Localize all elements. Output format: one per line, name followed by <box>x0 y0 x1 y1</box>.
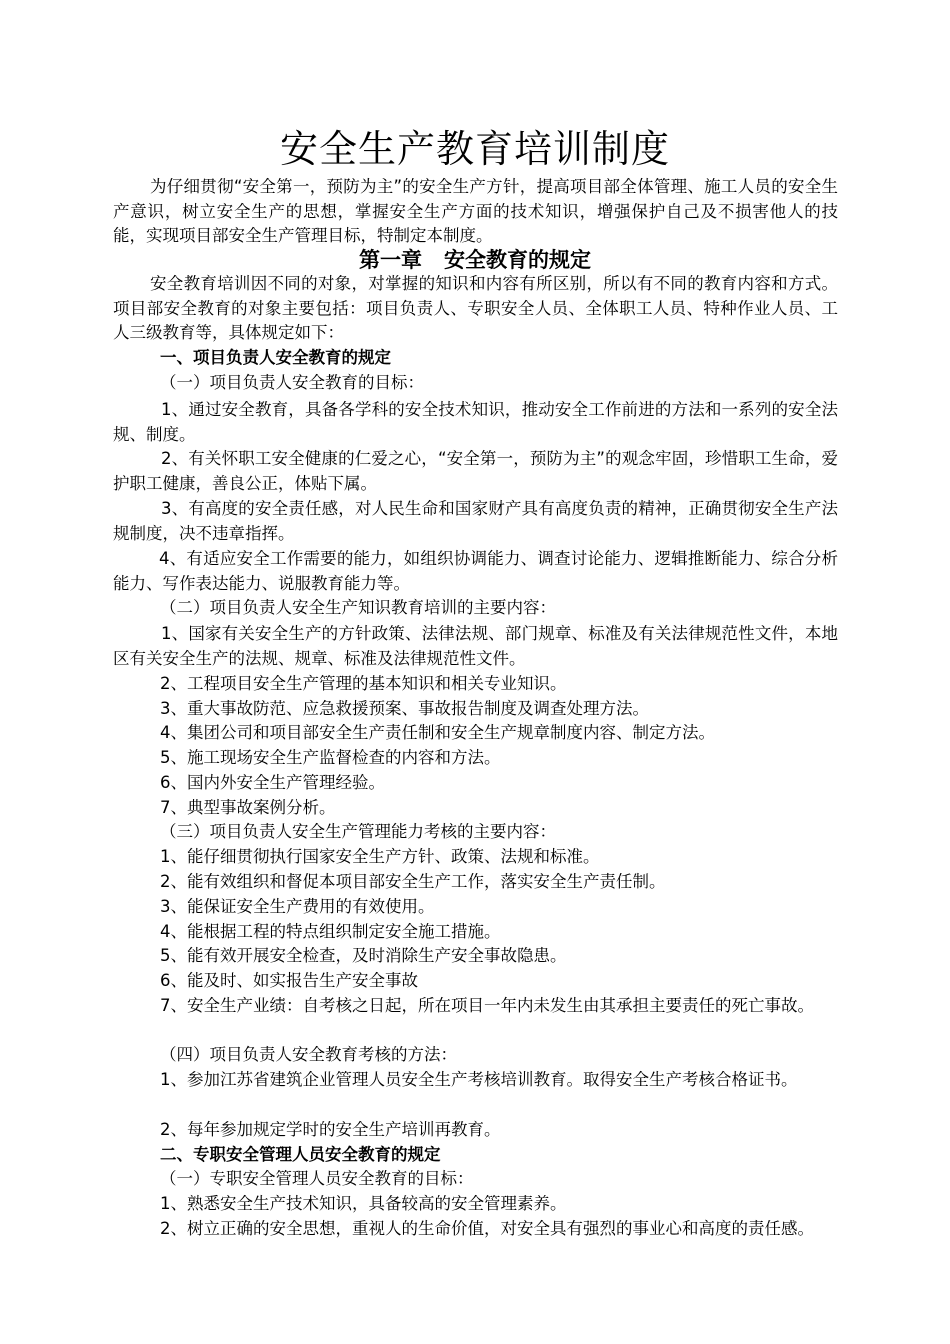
list-item: 3、有高度的安全责任感，对人民生命和国家财产具有高度负责的精神，正确贯彻安全生产法规制度，决不违章指挥。 <box>113 499 838 543</box>
subsection-heading: （二）项目负责人安全生产知识教育培训的主要内容： <box>160 598 556 617</box>
section-heading: 一、项目负责人安全教育的规定 <box>160 348 391 367</box>
list-item: 1、国家有关安全生产的方针政策、法律法规、部门规章、标准及有关法律规范性文件，本地区有关安全生产的法规、规章、标准及法律规范性文件。 <box>113 624 838 668</box>
list-item: 2、能有效组织和督促本项目部安全生产工作，落实安全生产责任制。 <box>160 872 666 891</box>
list-item: 4、能根据工程的特点组织制定安全施工措施。 <box>160 922 501 941</box>
list-item: 4、集团公司和项目部安全生产责任制和安全生产规章制度内容、制定方法。 <box>160 723 715 742</box>
list-item: 2、有关怀职工安全健康的仁爱之心，“安全第一，预防为主”的观念牢固，珍惜职工生命，爱护职工健康，善良公正，体贴下属。 <box>113 449 838 493</box>
list-item: 5、能有效开展安全检查，及时消除生产安全事故隐患。 <box>160 946 567 965</box>
list-item: 6、能及时、如实报告生产安全事故 <box>160 971 418 990</box>
list-item: 1、能仔细贯彻执行国家安全生产方针、政策、法规和标准。 <box>160 847 600 866</box>
list-item: 5、施工现场安全生产监督检查的内容和方法。 <box>160 748 501 767</box>
list-item: 7、安全生产业绩：自考核之日起，所在项目一年内未发生由其承担主要责任的死亡事故。 <box>160 996 814 1015</box>
list-item: 1、熟悉安全生产技术知识，具备较高的安全管理素养。 <box>160 1194 567 1213</box>
intro-paragraph: 为仔细贯彻“安全第一，预防为主”的安全生产方针，提高项目部全体管理、施工人员的安全生产意识，树立安全生产的思想，掌握安全生产方面的技术知识，增强保护自己及不损害他人的技能，实现项目部安全生产管理目标，特制定本制度。 <box>113 177 838 245</box>
chapter-number: 第一章 <box>359 247 422 272</box>
list-item: 3、重大事故防范、应急救援预案、事故报告制度及调查处理方法。 <box>160 699 649 718</box>
list-item: 1、参加江苏省建筑企业管理人员安全生产考核培训教育。取得安全生产考核合格证书。 <box>160 1070 798 1089</box>
list-item: 3、能保证安全生产费用的有效使用。 <box>160 897 435 916</box>
subsection-heading: （三）项目负责人安全生产管理能力考核的主要内容： <box>160 822 556 841</box>
list-item: 6、国内外安全生产管理经验。 <box>160 773 385 792</box>
list-item: 2、每年参加规定学时的安全生产培训再教育。 <box>160 1120 501 1139</box>
list-item: 2、工程项目安全生产管理的基本知识和相关专业知识。 <box>160 674 567 693</box>
subsection-heading: （一）专职安全管理人员安全教育的目标： <box>160 1169 474 1188</box>
section-heading: 二、专职安全管理人员安全教育的规定 <box>160 1145 441 1164</box>
chapter-intro-paragraph: 安全教育培训因不同的对象，对掌握的知识和内容有所区别，所以有不同的教育内容和方式。项目部安全教育的对象主要包括：项目负责人、专职安全人员、全体职工人员、特种作业人员、工人三级教育等，具体规定如下： <box>113 274 838 342</box>
document-title: 安全生产教育培训制度 <box>279 127 670 171</box>
subsection-heading: （一）项目负责人安全教育的目标： <box>160 373 424 392</box>
list-item: 7、典型事故案例分析。 <box>160 798 336 817</box>
subsection-heading: （四）项目负责人安全教育考核的方法： <box>160 1045 457 1064</box>
chapter-name: 安全教育的规定 <box>444 247 591 272</box>
list-item: 4、有适应安全工作需要的能力，如组织协调能力、调查讨论能力、逻辑推断能力、综合分析能力、写作表达能力、说服教育能力等。 <box>113 549 838 593</box>
list-item: 1、通过安全教育，具备各学科的安全技术知识，推动安全工作前进的方法和一系列的安全法规、制度。 <box>113 400 838 444</box>
list-item: 2、树立正确的安全思想，重视人的生命价值，对安全具有强烈的事业心和高度的责任感。 <box>160 1219 814 1238</box>
chapter-heading <box>0 245 950 275</box>
